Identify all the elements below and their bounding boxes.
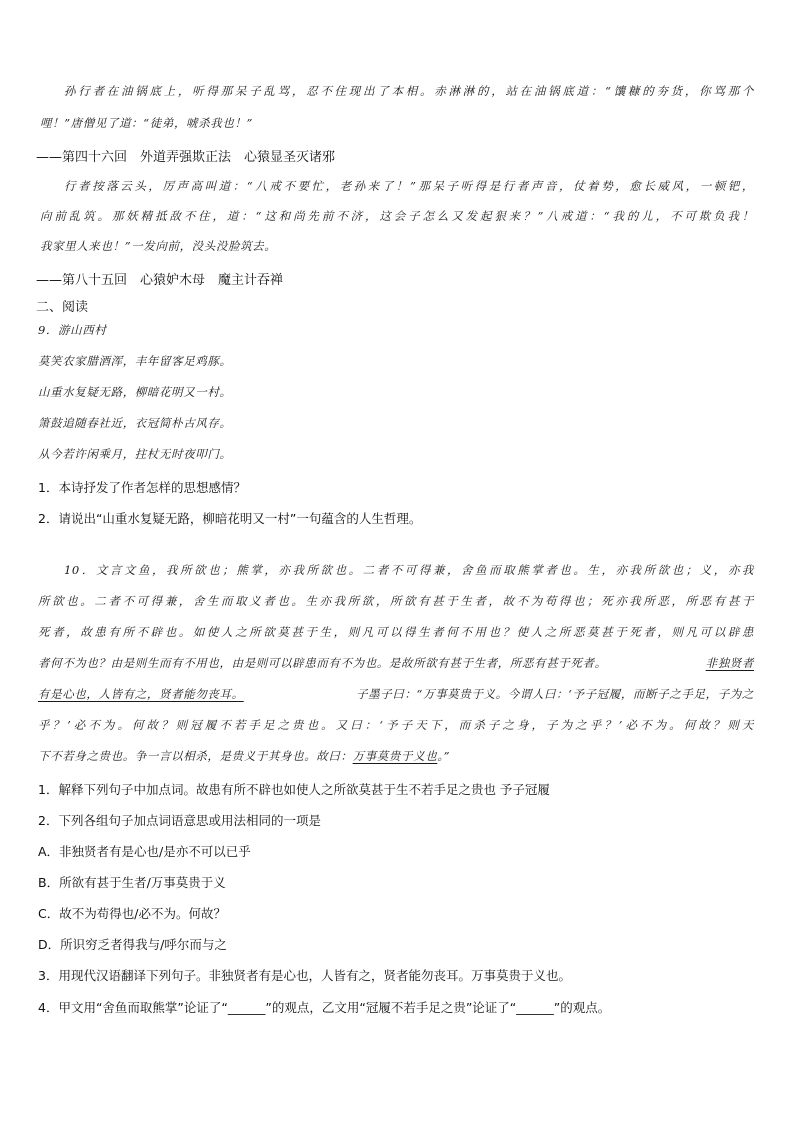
q10-question-1: 1．解释下列句子中加点词。故患有所不辟也如使人之所欲莫甚于生不若手足之贵也 予子冠履 bbox=[38, 782, 550, 797]
passage1-source: ——第四十六回 外道弄强欺正法 心猿显圣灭诸邪 bbox=[36, 150, 336, 165]
q10-passage-line: 乎？’必不为。何故？则冠履不若手足之贵也。又曰：‘予子天下，而杀子之身，子为之乎？’必不为。何故？则天 bbox=[38, 718, 754, 732]
poem-line: 从今若许闲乘月，拄杖无时夜叩门。 bbox=[38, 447, 232, 461]
passage2-source: ——第八十五回 心猿妒木母 魔主计吞禅 bbox=[36, 273, 284, 288]
option-a: A．非独贤者有是心也/是亦不可以已乎 bbox=[38, 844, 251, 859]
q10-question-3: 3．用现代汉语翻译下列句子。非独贤者有是心也，人皆有之，贤者能勿丧耳。万事莫贵于义也。 bbox=[38, 968, 571, 983]
q10-passage-line-5 bbox=[38, 686, 754, 702]
underlined-phrase: 有是心也，人皆有之，贤者能勿丧耳。 bbox=[38, 687, 244, 701]
section-heading: 二、阅读 bbox=[36, 300, 89, 315]
q10-passage-text: 。” bbox=[437, 749, 451, 763]
passage2-line1: 行者按落云头，厉声高叫道：“八戒不要忙，老孙来了！”那呆子听得是行者声音，仗着势，愈长威风，一顿钯， bbox=[64, 179, 754, 193]
passage1-line2: 哩！”唐僧见了道：“徒弟，唬杀我也！” bbox=[40, 116, 254, 130]
poem-line: 箫鼓追随春社近，衣冠简朴古风存。 bbox=[38, 416, 232, 430]
option-b: B．所欲有甚于生者/万事莫贵于义 bbox=[38, 875, 226, 890]
q9-title: 9．游山西村 bbox=[38, 323, 107, 337]
option-c: C．故不为苟得也/必不为。何故？ bbox=[38, 906, 226, 921]
option-d: D．所识穷乏者得我与/呼尔而与之 bbox=[38, 937, 227, 952]
underlined-phrase: 万事莫贵于义也 bbox=[352, 749, 438, 763]
q10-passage-line: 死者，故患有所不辟也。如使人之所欲莫甚于生，则凡可以得生者何不用也？使人之所恶莫甚于死者，则凡可以辟患 bbox=[38, 625, 754, 639]
q10-question-4: 4．甲文用“舍鱼而取熊掌”论证了“______”的观点，乙文用“冠履不若手足之贵”论证了“______”的观点。 bbox=[38, 1000, 611, 1015]
q10-passage-text: 下不若身之贵也。争一言以相杀，是贵义于其身也。故曰： bbox=[38, 749, 353, 763]
passage2-line3: 我家里人来也！”一发向前，没头没脸筑去。 bbox=[40, 239, 277, 253]
q10-question-2: 2．下列各组句子加点词语意思或用法相同的一项是 bbox=[38, 813, 321, 828]
poem-line: 山重水复疑无路，柳暗花明又一村。 bbox=[38, 385, 232, 399]
q10-passage-line: 所欲也。二者不可得兼，舍生而取义者也。生亦我所欲，所欲有甚于生者，故不为苟得也；死亦我所恶，所恶有甚于 bbox=[38, 594, 754, 608]
q10-passage-line-7 bbox=[38, 748, 450, 764]
passage1-line1: 孙行者在油锅底上，听得那呆子乱骂，忍不住现出了本相。赤淋淋的，站在油锅底道：“馕糠的夯货，你骂那个 bbox=[64, 84, 754, 98]
q10-passage-line-4 bbox=[38, 655, 754, 671]
q9-question-2: 2．请说出“山重水复疑无路，柳暗花明又一村”一句蕴含的人生哲理。 bbox=[38, 511, 422, 526]
q9-question-1: 1．本诗抒发了作者怎样的思想感情？ bbox=[38, 480, 246, 495]
q10-passage-line: 10．文言文鱼，我所欲也；熊掌，亦我所欲也。二者不可得兼，舍鱼而取熊掌者也。生，亦我所欲也；义，亦我 bbox=[64, 563, 754, 577]
poem-line: 莫笑农家腊酒浑，丰年留客足鸡豚。 bbox=[38, 354, 232, 368]
q10-passage-text: 子墨子曰：“万事莫贵于义。今谓人曰：‘予子冠履，而断子之手足，子为之 bbox=[356, 687, 754, 701]
passage2-line2: 向前乱筑。那妖精抵敌不住，道：“这和尚先前不济，这会子怎么又发起狠来？”八戒道：“我的儿，不可欺负我！ bbox=[40, 209, 754, 223]
underlined-phrase: 非独贤者 bbox=[705, 656, 754, 670]
q10-passage-text: 者何不为也？由是则生而有不用也，由是则可以辟患而有不为也。是故所欲有甚于生者，所恶有甚于死者。 bbox=[38, 656, 607, 670]
